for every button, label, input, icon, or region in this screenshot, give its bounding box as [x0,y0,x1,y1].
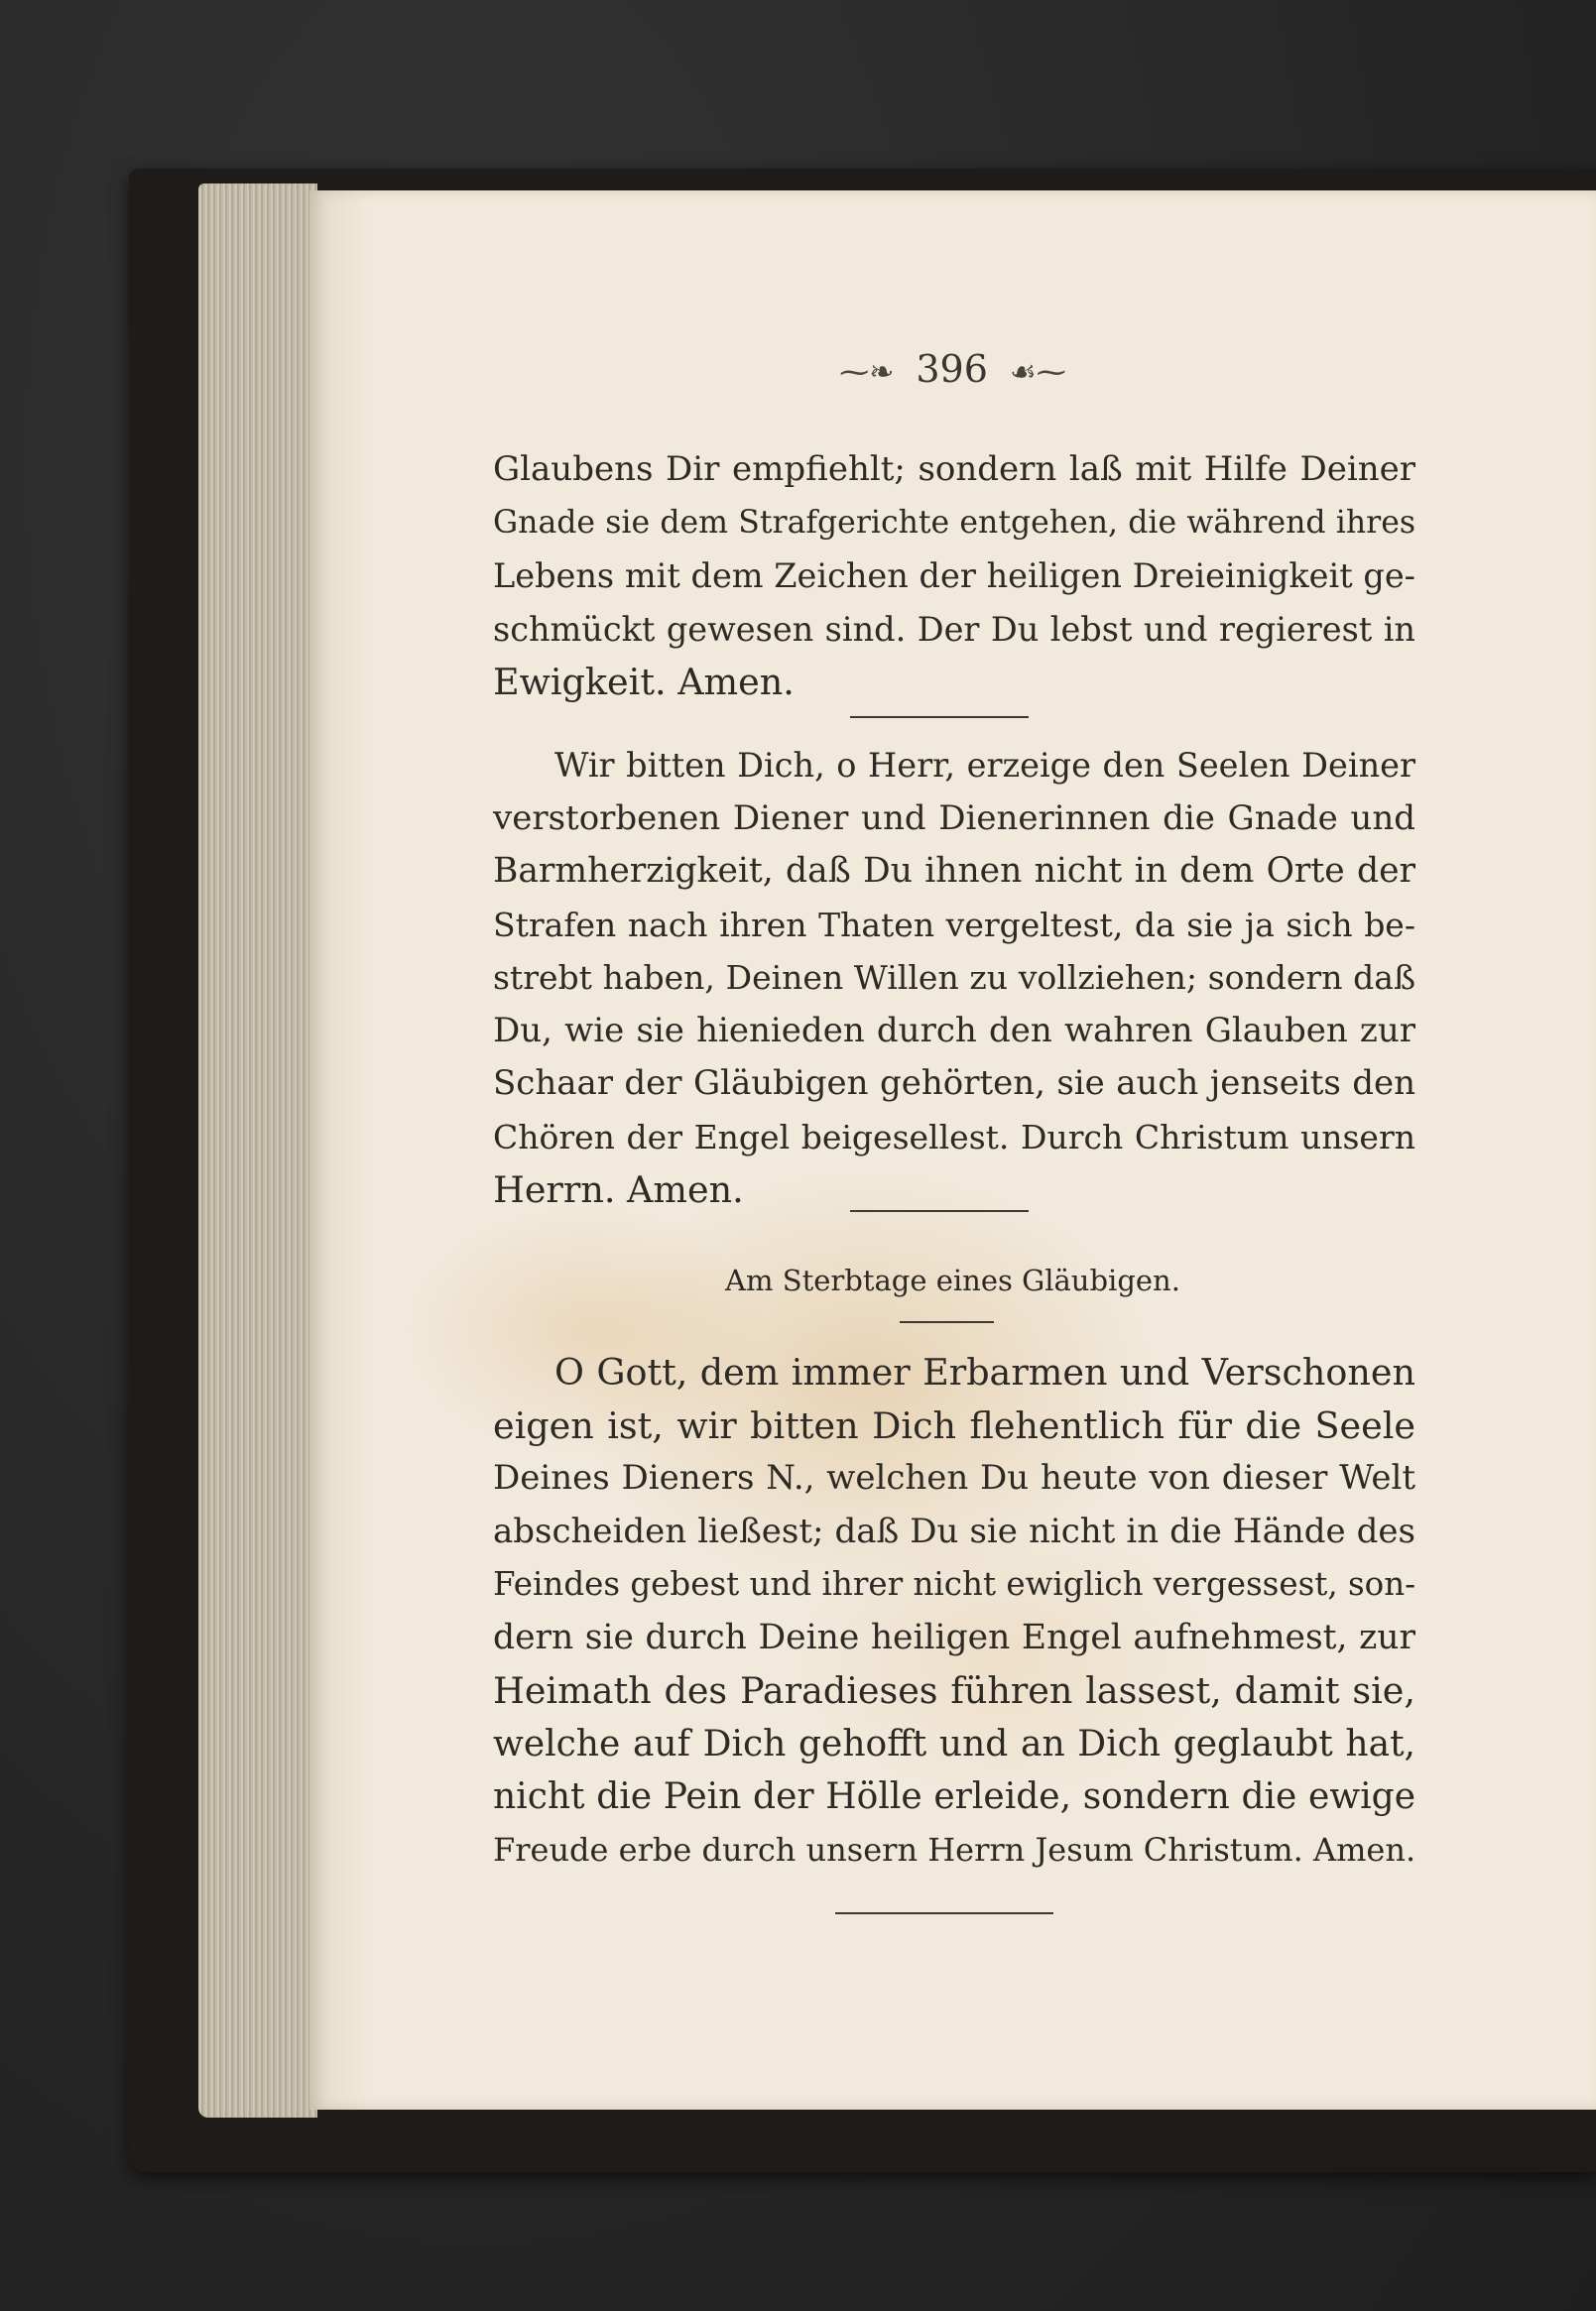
text-line: Freude erbe durch unsern Herrn Jesum Christum. Amen. [493,1830,1416,1869]
text-line: Glaubens Dir empfiehlt; sondern laß mit Hilfe Deiner [493,449,1415,489]
text-line: Barmherzigkeit, daß Du ihnen nicht in dem Orte der [493,851,1415,891]
ornament-left-icon: ⁓❧ [839,355,895,390]
paragraph-2 [493,739,1415,1217]
section-divider [850,716,1029,718]
text-line: Ewigkeit. Amen. [493,661,795,703]
text-line: strebt haben, Deinen Willen zu vollziehen; sondern daß [493,958,1415,997]
text-line: Chören der Engel beigesellest. Durch Christum unsern [493,1117,1415,1156]
end-divider [835,1912,1053,1914]
text-line: Du, wie sie hienieden durch den wahren Glauben zur [493,1010,1415,1050]
page-header [309,347,1596,391]
text-line: O Gott, dem immer Erbarmen und Verschonen [554,1351,1415,1394]
text-line: Feindes gebest und ihrer nicht ewiglich vergessest, son- [493,1565,1416,1603]
text-line: Wir bitten Dich, o Herr, erzeige den Seelen Deiner [554,746,1415,785]
text-line: welche auf Dich gehofft und an Dich geglaubt hat, [493,1723,1415,1764]
section-divider [850,1210,1029,1212]
text-line: Heimath des Paradieses führen lassest, damit sie, [493,1669,1415,1712]
heading-divider [900,1321,994,1323]
text-line: nicht die Pein der Hölle erleide, sondern die ewige [493,1776,1415,1817]
text-line: Deines Dieners N., welchen Du heute von dieser Welt [493,1458,1415,1498]
page-edges [198,183,317,2118]
text-line: eigen ist, wir bitten Dich flehentlich für die Seele [493,1403,1415,1447]
text-line: abscheiden ließest; daß Du sie nicht in die Hände des [493,1511,1415,1551]
section-heading: Am Sterbtage eines Gläubigen. [725,1264,1180,1297]
ornament-right-icon: ☙⁓ [1009,355,1066,390]
text-line: Schaar der Gläubigen gehörten, sie auch jenseits den [493,1063,1415,1103]
text-line: Lebens mit dem Zeichen der heiligen Dreieinigkeit ge- [493,556,1415,595]
page-number: 396 [916,347,988,391]
paragraph-3 [493,1346,1415,1877]
text-line: Gnade sie dem Strafgerichte entgehen, die während ihres [493,504,1415,541]
text-line: Herrn. Amen. [493,1168,744,1211]
text-line: Strafen nach ihren Thaten vergeltest, da sie ja sich be- [493,905,1415,944]
text-line: dern sie durch Deine heiligen Engel aufnehmest, zur [493,1617,1415,1657]
paragraph-1 [493,443,1415,709]
text-line: schmückt gewesen sind. Der Du lebst und regierest in [493,609,1415,649]
text-line: verstorbenen Diener und Dienerinnen die Gnade und [493,797,1415,838]
book-page [309,190,1596,2110]
